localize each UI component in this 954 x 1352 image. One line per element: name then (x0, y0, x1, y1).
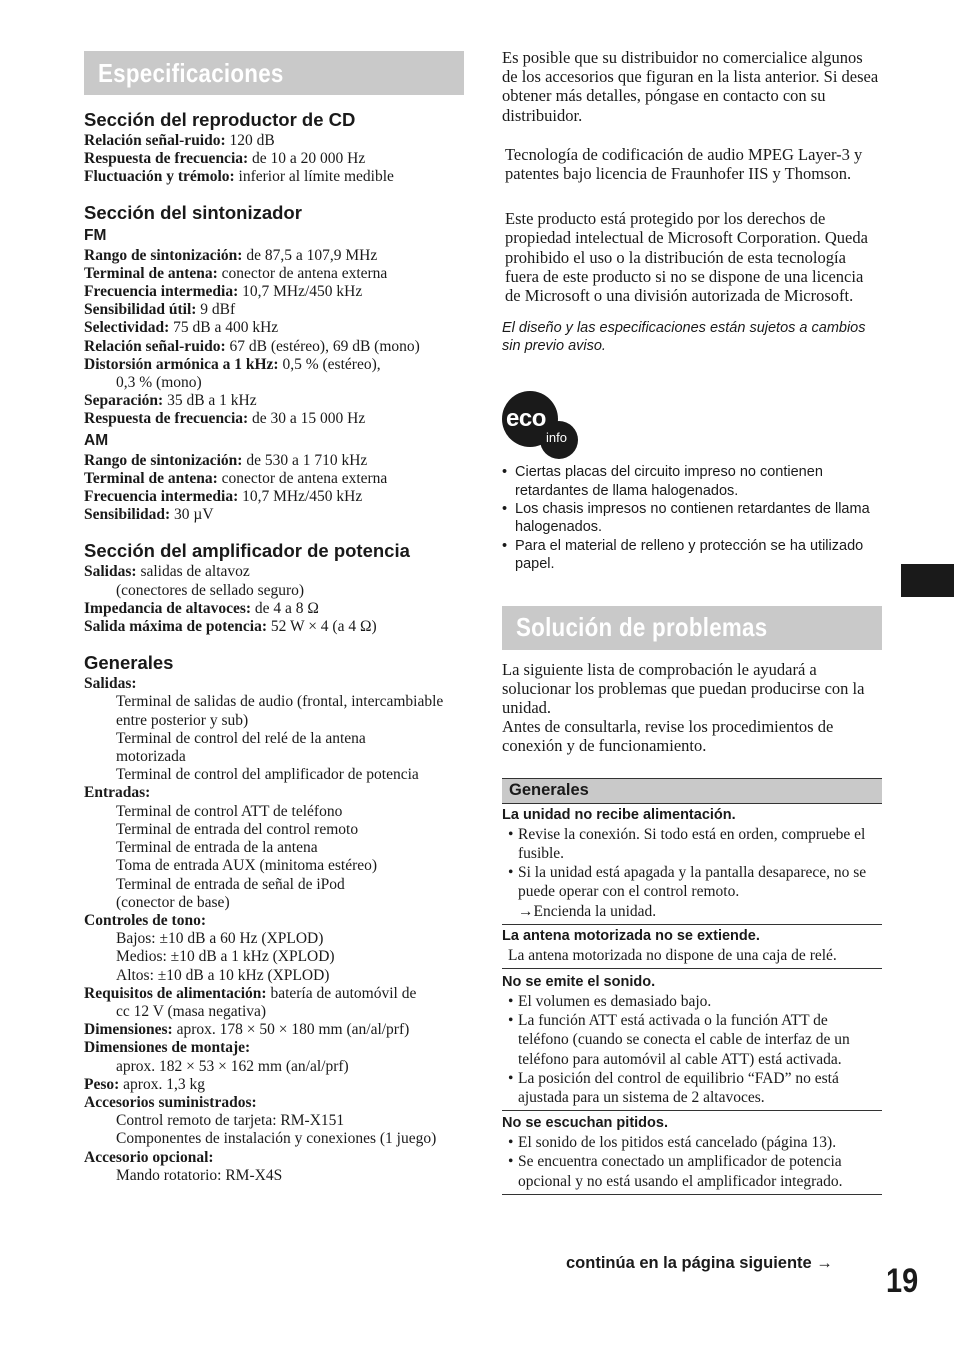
spec-item: Terminal de control ATT de teléfono (116, 802, 343, 820)
problem-block (502, 804, 882, 925)
spec-row: Distorsión armónica a 1 kHz: 0,5 % (estéreo), (84, 355, 381, 373)
spec-row: Salidas: salidas de altavoz (84, 563, 250, 581)
spec-row: Sensibilidad: 30 µV (84, 506, 214, 524)
eco-info-logo: eco info (502, 391, 578, 457)
spec-continuation: cc 12 V (masa negativa) (116, 1002, 267, 1020)
spec-item: aprox. 182 × 53 × 162 mm (an/al/prf) (116, 1057, 349, 1075)
spec-row: Impedancia de altavoces: de 4 a 8 Ω (84, 599, 319, 617)
spec-item: Bajos: ±10 dB a 60 Hz (XPLOD) (116, 930, 324, 948)
microsoft-license-paragraph: Este producto está protegido por los derechos de propiedad intelectual de Microsoft Corporation. Queda prohibido el uso o la distribución de esta tecnología fuera de este producto si no se dispone de una licencia de Microsoft o una división autorizada de Microsoft. (505, 209, 868, 306)
spec-row: Rango de sintonización: de 530 a 1 710 kHz (84, 451, 368, 469)
section-tab-marker (901, 564, 954, 597)
spec-label: Entradas: (84, 784, 151, 802)
spec-item: Mando rotatorio: RM-X4S (116, 1166, 283, 1184)
spec-row: Requisitos de alimentación: batería de automóvil de (84, 984, 417, 1002)
spec-row: Relación señal-ruido: 120 dB (84, 132, 275, 149)
spec-row: Terminal de antena: conector de antena externa (84, 469, 388, 487)
specs-change-note: El diseño y las especificaciones están sujetos a cambios sin previo aviso. (502, 320, 866, 355)
spec-item: Terminal de entrada de señal de iPod (conector de base) (116, 875, 345, 911)
list-item: • Para el material de relleno y protección se ha utilizado papel. (502, 537, 882, 574)
specifications-column (84, 0, 464, 1185)
spec-row: Rango de sintonización: de 87,5 a 107,9 MHz (84, 246, 378, 264)
troubleshooting-intro-2: Antes de consultarla, revise los procedimientos de conexión y de funcionamiento. (502, 717, 834, 756)
spec-row: Relación señal-ruido: 67 dB (estéreo), 69 dB (mono) (84, 337, 420, 355)
list-item: • La posición del control de equilibrio “FAD” no está ajustada para un sistema de 2 altavoces. (502, 1069, 882, 1107)
tuner-section-heading: Sección del sintonizador (84, 201, 302, 223)
problem-block (502, 925, 882, 969)
problem-block (502, 969, 882, 1111)
spec-row: Terminal de antena: conector de antena externa (84, 264, 388, 282)
spec-row: Fluctuación y trémolo: inferior al límite medible (84, 168, 394, 186)
list-item: • El sonido de los pitidos está cancelado (página 13). (502, 1133, 882, 1152)
list-item: • Ciertas placas del circuito impreso no contienen retardantes de llama halogenados. (502, 463, 882, 500)
right-column (502, 0, 882, 1195)
list-item: • Si la unidad está apagada y la pantalla desaparece, no se puede operar con el control remoto. (502, 863, 882, 901)
spec-continuation: (conectores de sellado seguro) (116, 581, 305, 599)
troubleshooting-intro: La siguiente lista de comprobación le ayudará a solucionar los problemas que puedan producirse con la unidad. (502, 659, 865, 718)
cd-section-heading: Sección del reproductor de CD (84, 109, 356, 130)
list-item: • Revise la conexión. Si todo está en orden, compruebe el fusible. (502, 825, 882, 863)
spec-item: Medios: ±10 dB a 1 kHz (XPLOD) (116, 948, 335, 966)
mpeg-license-paragraph: Tecnología de codificación de audio MPEG Layer-3 y patentes bajo licencia de Fraunhofer IIS y Thomson. (505, 144, 863, 184)
spec-row: Frecuencia intermedia: 10,7 MHz/450 kHz (84, 488, 363, 506)
spec-label: Accesorios suministrados: (84, 1093, 257, 1111)
spec-item: Terminal de entrada del control remoto (116, 820, 359, 838)
list-item: • La función ATT está activada o la función ATT de teléfono (cuando se conecta el cable de interfaz de un teléfono para automóvil al cable ATT) está activada. (502, 1011, 882, 1069)
spec-item: Terminal de control del relé de la antena motorizada (116, 729, 366, 766)
solution-line: →Encienda la unidad. (518, 902, 657, 920)
problem-text: La antena motorizada no dispone de una caja de relé. (508, 946, 837, 964)
general-section-heading: Generales (84, 652, 174, 674)
problem-title: La antena motorizada no se extiende. (502, 927, 760, 944)
spec-row: Salida máxima de potencia: 52 W × 4 (a 4 Ω) (84, 618, 377, 636)
spec-item: Terminal de salidas de audio (frontal, intercambiable entre posterior y sub) (116, 693, 444, 729)
page-number: 19 (886, 1262, 919, 1300)
spec-row: Frecuencia intermedia: 10,7 MHz/450 kHz (84, 283, 363, 301)
spec-row: Dimensiones: aprox. 178 × 50 × 180 mm (an/al/prf) (84, 1021, 410, 1039)
problem-title: No se emite el sonido. (502, 973, 656, 990)
spec-row: Sensibilidad útil: 9 dBf (84, 301, 236, 319)
spec-item: Terminal de control del amplificador de potencia (116, 766, 419, 784)
spec-label: Controles de tono: (84, 911, 206, 929)
spec-item: Altos: ±10 dB a 10 kHz (XPLOD) (116, 966, 330, 984)
spec-label: Accesorio opcional: (84, 1148, 214, 1166)
problem-title: No se escuchan pitidos. (502, 1115, 668, 1132)
problem-block (502, 1111, 882, 1195)
amplifier-section-heading: Sección del amplificador de potencia (84, 540, 410, 562)
spec-item: Control remoto de tarjeta: RM-X151 (116, 1112, 345, 1130)
general-subheading: Generales (502, 778, 882, 804)
spec-row: Selectividad: 75 dB a 400 kHz (84, 319, 279, 337)
arrow-right-icon: → (518, 902, 534, 920)
spec-row: Respuesta de frecuencia: de 30 a 15 000 Hz (84, 410, 366, 428)
am-label: AM (84, 431, 109, 449)
spec-continuation: 0,3 % (mono) (116, 374, 202, 392)
troubleshooting-banner: Solución de problemas (502, 606, 882, 650)
spec-row: Respuesta de frecuencia: de 10 a 20 000 Hz (84, 150, 366, 168)
spec-item: Terminal de entrada de la antena (116, 839, 318, 857)
spec-label: Dimensiones de montaje: (84, 1039, 251, 1057)
spec-row: Separación: 35 dB a 1 kHz (84, 392, 257, 410)
fm-label: FM (84, 226, 107, 244)
eco-bullet-list (502, 463, 882, 573)
spec-row: Peso: aprox. 1,3 kg (84, 1075, 205, 1093)
list-item: • El volumen es demasiado bajo. (502, 992, 882, 1011)
continue-next-page: continúa en la página siguiente → (566, 1254, 833, 1272)
distributor-paragraph: Es posible que su distribuidor no comercialice algunos de los accesorios que figuran en la lista anterior. Si desea obtener más detalles, póngase en contacto con su distribuidor. (502, 48, 879, 125)
spec-item: Toma de entrada AUX (minitoma estéreo) (116, 857, 378, 875)
problem-title: La unidad no recibe alimentación. (502, 806, 736, 823)
spec-label: Salidas: (84, 675, 137, 693)
specifications-banner: Especificaciones (84, 51, 464, 95)
spec-item: Componentes de instalación y conexiones (1 juego) (116, 1130, 437, 1148)
list-item: • Se encuentra conectado un amplificador de potencia opcional y no está usando el amplificador integrado. (502, 1152, 882, 1190)
list-item: • Los chasis impresos no contienen retardantes de llama halogenados. (502, 500, 882, 537)
